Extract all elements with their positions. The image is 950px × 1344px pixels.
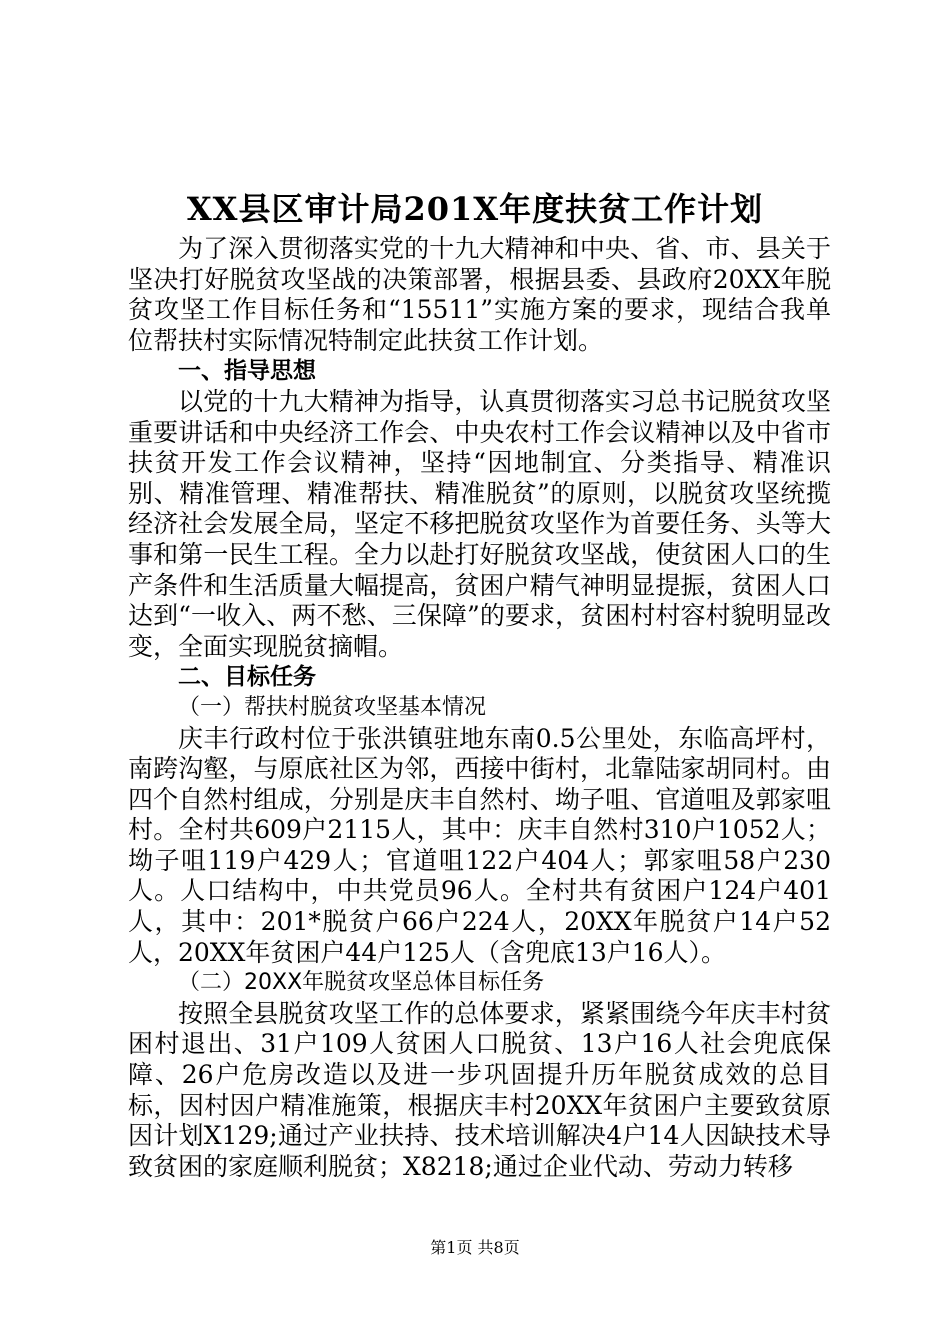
- subsection-heading-basic-situation: （一）帮扶村脱贫攻坚基本情况: [178, 694, 487, 720]
- overall-targets-paragraph: 按照全县脱贫攻坚工作的总体要求，紧紧围绕今年庆丰村贫困村退出、31户109人贫困人口脱贫、13户16人社会兜底保障、26户危房改造以及进一步巩固提升历年脱贫成效的总目标，因村因户精准施策，根据庆丰村20XX年贫困户主要致贫原因计划X129;通过产业扶持、技术培训解决4户14人因缺技术导致贫困的家庭顺利脱贫；X8218;通过企业代动、劳动力转移: [128, 998, 831, 1181]
- document-title: XX县区审计局201X年度扶贫工作计划: [186, 190, 764, 228]
- page-number-footer: 第1页 共8页: [430, 1238, 520, 1257]
- section-heading-guiding-ideology: 一、指导思想: [178, 358, 316, 385]
- guiding-ideology-paragraph: 以党的十九大精神为指导，认真贯彻落实习总书记脱贫攻坚重要讲话和中央经济工作会、中央农村工作会议精神以及中省市扶贫开发工作会议精神，坚持“因地制宜、分类指导、精准识别、精准管理、精准帮扶、精准脱贫”的原则，以脱贫攻坚统揽经济社会发展全局，坚定不移把脱贫攻坚作为首要任务、头等大事和第一民生工程。全力以赴打好脱贫攻坚战，使贫困人口的生产条件和生活质量大幅提高，贫困户精气神明显提振，贫困人口达到“一收入、两不愁、三保障”的要求，贫困村村容村貌明显改变，全面实现脱贫摘帽。: [128, 386, 831, 661]
- intro-paragraph: 为了深入贯彻落实党的十九大精神和中央、省、市、县关于坚决打好脱贫攻坚战的决策部署，根据县委、县政府20XX年脱贫攻坚工作目标任务和“15511”实施方案的要求，现结合我单位帮扶村实际情况特制定此扶贫工作计划。: [128, 234, 831, 355]
- section-heading-targets: 二、目标任务: [178, 664, 316, 691]
- basic-situation-paragraph: 庆丰行政村位于张洪镇驻地东南0.5公里处，东临高坪村，南跨沟壑，与原底社区为邻，西接中街村，北靠陆家胡同村。由四个自然村组成，分别是庆丰自然村、坳子咀、官道咀及郭家咀村。全村共609户2115人，其中：庆丰自然村310户1052人；坳子咀119户429人；官道咀122户404人；郭家咀58户230人。人口结构中，中共党员96人。全村共有贫困户124户401人，其中：201*脱贫户66户224人，20XX年脱贫户14户52人，20XX年贫困户44户125人（含兜底13户16人）。: [128, 723, 831, 967]
- subsection-heading-overall-targets: （二）20XX年脱贫攻坚总体目标任务: [178, 970, 545, 996]
- document-body: [128, 234, 831, 1182]
